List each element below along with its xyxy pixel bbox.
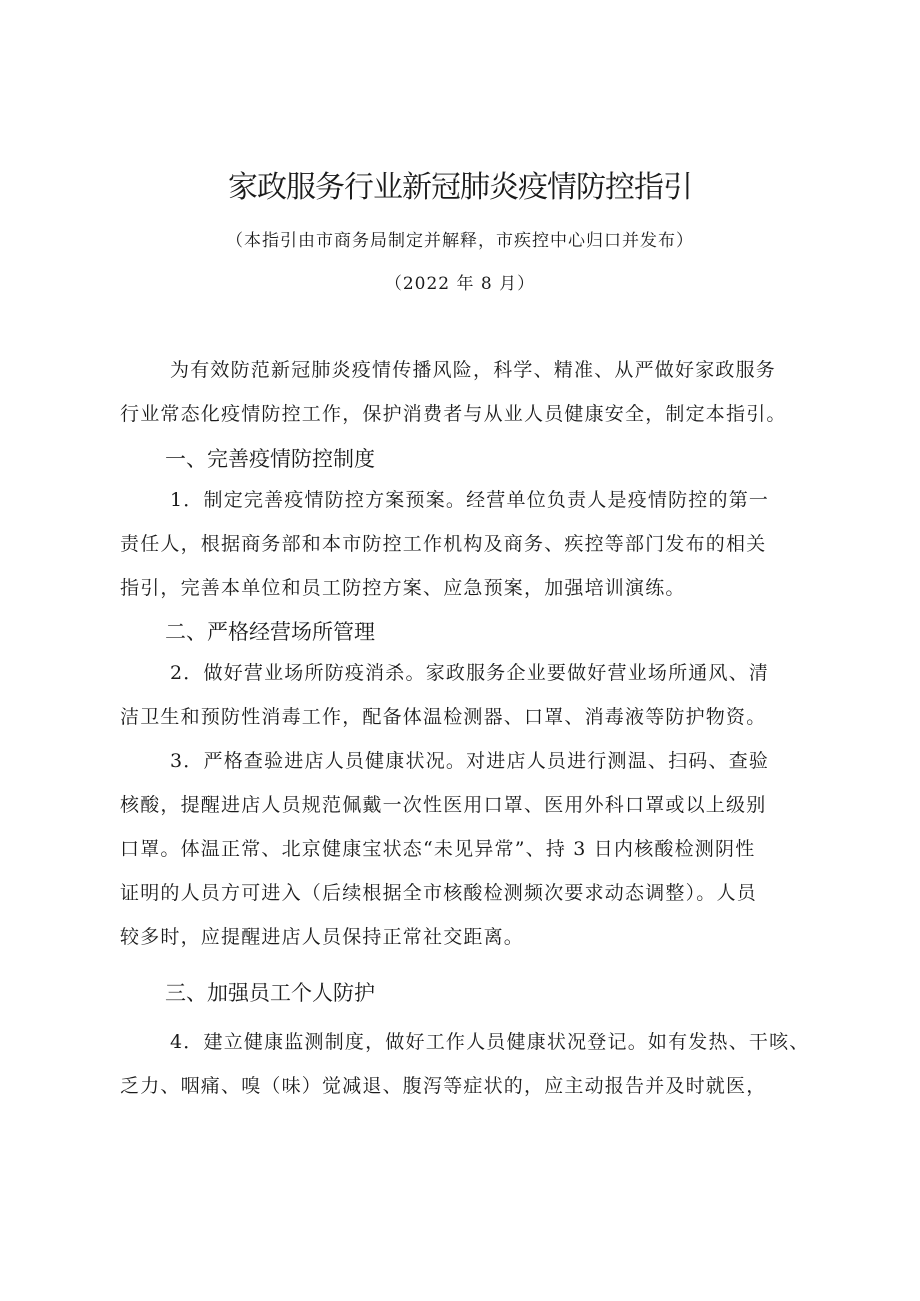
text-line: 指引，完善本单位和员工防控方案、应急预案，加强培训演练。 xyxy=(120,577,686,599)
text-line: 1．制定完善疫情防控方案预案。经营单位负责人是疫情防控的第一 xyxy=(170,489,770,511)
text-line: 核酸，提醒进店人员规范佩戴一次性医用口罩、医用外科口罩或以上级别 xyxy=(120,794,767,816)
text-line: 乏力、咽痛、嗅（味）觉减退、腹泻等症状的，应主动报告并及时就医， xyxy=(120,1075,767,1097)
paragraph-4 xyxy=(120,1020,820,1108)
text-line: 行业常态化疫情防控工作，保护消费者与从业人员健康安全，制定本指引。 xyxy=(120,403,787,425)
document-subtitle: （本指引由市商务局制定并解释，市疾控中心归口并发布） xyxy=(226,231,694,251)
text-line: 责任人，根据商务部和本市防控工作机构及商务、疾控等部门发布的相关 xyxy=(120,533,767,555)
text-line: 洁卫生和预防性消毒工作，配备体温检测器、口罩、消毒液等防护物资。 xyxy=(120,706,767,728)
section-heading-1: 一、完善疫情防控制度 xyxy=(165,447,375,471)
paragraph-1 xyxy=(120,478,820,610)
document-date: （2022 年 8 月） xyxy=(384,274,536,294)
paragraph-2 xyxy=(120,651,820,739)
document-title: 家政服务行业新冠肺炎疫情防控指引 xyxy=(228,170,692,205)
intro-paragraph xyxy=(120,348,820,436)
text-line: 为有效防范新冠肺炎疫情传播风险，科学、精准、从严做好家政服务 xyxy=(170,359,777,381)
text-line: 3．严格查验进店人员健康状况。对进店人员进行测温、扫码、查验 xyxy=(170,750,770,772)
text-line: 较多时，应提醒进店人员保持正常社交距离。 xyxy=(120,926,525,948)
text-line: 2．做好营业场所防疫消杀。家政服务企业要做好营业场所通风、清 xyxy=(170,662,770,684)
paragraph-3 xyxy=(120,739,820,959)
text-line: 4．建立健康监测制度，做好工作人员健康状况登记。如有发热、干咳、 xyxy=(170,1031,810,1053)
section-heading-3: 三、加强员工个人防护 xyxy=(165,981,375,1005)
section-heading-2: 二、严格经营场所管理 xyxy=(165,620,375,644)
text-line: 证明的人员方可进入（后续根据全市核酸检测频次要求动态调整）。人员 xyxy=(120,882,757,904)
text-line: 口罩。体温正常、北京健康宝状态“未见异常”、持 3 日内核酸检测阴性 xyxy=(120,838,756,860)
